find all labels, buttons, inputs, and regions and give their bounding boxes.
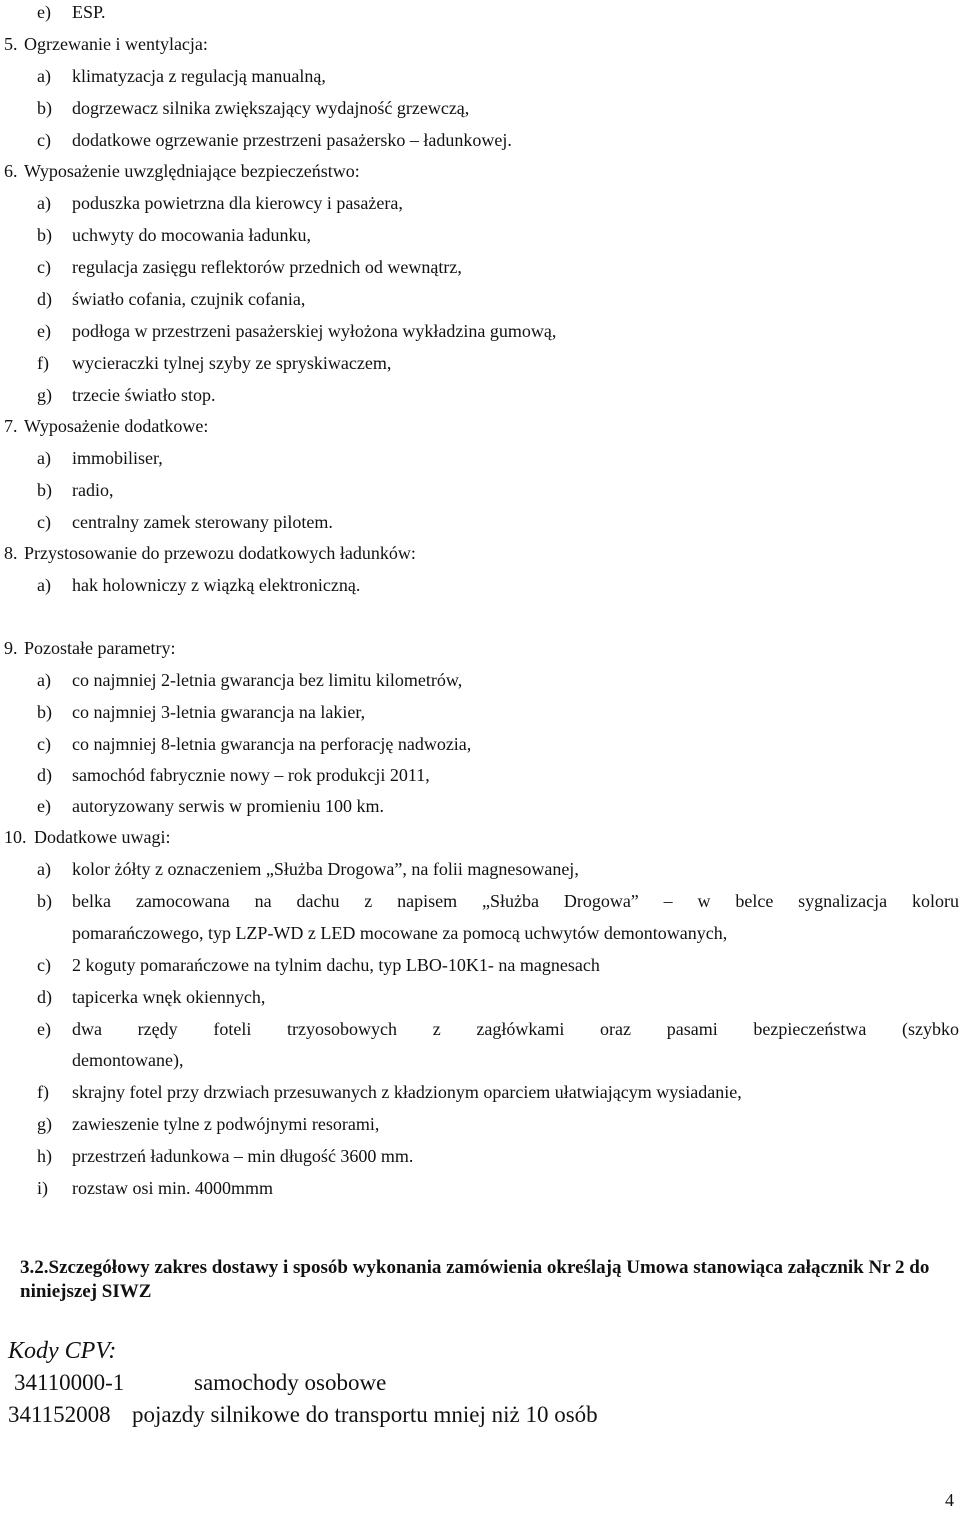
page-number: 4 (945, 1490, 954, 1510)
section-heading: 9. Pozostałe parametry: (4, 638, 176, 658)
list-item: d) samochód fabrycznie nowy – rok produkcji 2011, (37, 765, 430, 785)
section-heading: 6. Wyposażenie uwzględniające bezpieczeństwo: (4, 161, 360, 181)
section-heading: 8. Przystosowanie do przewozu dodatkowych ładunków: (4, 543, 416, 563)
cpv-code: 341152008 (8, 1402, 111, 1427)
list-item-text: belka zamocowana na dachu z napisem „Służba Drogowa” – w belce sygnalizacja koloru (72, 891, 959, 911)
list-item: a) co najmniej 2-letnia gwarancja bez limitu kilometrów, (37, 670, 463, 690)
section-heading: 10. Dodatkowe uwagi: (4, 827, 171, 847)
list-item: d) tapicerka wnęk okiennych, (37, 987, 266, 1007)
list-item: h) przestrzeń ładunkowa – min długość 3600 mm. (37, 1146, 414, 1166)
list-item: c) centralny zamek sterowany pilotem. (37, 512, 333, 532)
list-item-text: dwa rzędy foteli trzyosobowych z zagłówkami oraz pasami bezpieczeństwa (szybko (72, 1019, 959, 1039)
cpv-description: pojazdy silnikowe do transportu mniej niż 10 osób (132, 1402, 598, 1427)
list-item: b) dogrzewacz silnika zwiększający wydajność grzewczą, (37, 98, 470, 118)
list-item: a) kolor żółty z oznaczeniem „Służba Drogowa”, na folii magnesowanej, (37, 859, 579, 879)
list-item: e) podłoga w przestrzeni pasażerskiej wyłożona wykładzina gumową, (37, 321, 557, 341)
cpv-row (8, 1402, 598, 1428)
list-item: b) uchwyty do mocowania ładunku, (37, 225, 311, 245)
list-item: a) hak holowniczy z wiązką elektroniczną. (37, 575, 361, 595)
section-heading: 7. Wyposażenie dodatkowe: (4, 416, 209, 436)
list-item-text: skrajny fotel przy drzwiach przesuwanych z kładzionym oparciem ułatwiającym wysiadanie, (72, 1082, 742, 1102)
cpv-code: 34110000-1 (14, 1370, 125, 1395)
list-item: c) regulacja zasięgu reflektorów przednich od wewnątrz, (37, 257, 462, 277)
list-item-label: f) (37, 1082, 49, 1102)
section-heading: 5. Ogrzewanie i wentylacja: (4, 34, 208, 54)
list-item: d) światło cofania, czujnik cofania, (37, 289, 306, 309)
list-item: e) autoryzowany serwis w promieniu 100 km. (37, 796, 384, 816)
list-item: f) wycieraczki tylnej szyby ze spryskiwaczem, (37, 353, 392, 373)
cpv-description: samochody osobowe (194, 1370, 387, 1395)
list-item: e) ESP. (37, 2, 106, 22)
list-item: a) klimatyzacja z regulacją manualną, (37, 66, 326, 86)
list-item: a) poduszka powietrzna dla kierowcy i pasażera, (37, 193, 403, 213)
list-item: b) radio, (37, 480, 114, 500)
cpv-row (14, 1370, 386, 1396)
list-item: g) zawieszenie tylne z podwójnymi resorami, (37, 1114, 380, 1134)
bold-section: 3.2.Szczegółowy zakres dostawy i sposób wykonania zamówienia określają Umowa stanowiąca załącznik Nr 2 do niniejszej SIWZ (20, 1257, 930, 1302)
list-item: g) trzecie światło stop. (37, 385, 216, 405)
list-item-label: e) (37, 1019, 51, 1039)
list-item: i) rozstaw osi min. 4000mmm (37, 1178, 273, 1198)
list-item: c) dodatkowe ogrzewanie przestrzeni pasażersko – ładunkowej. (37, 130, 512, 150)
list-item: a) immobiliser, (37, 448, 163, 468)
list-item: c) co najmniej 8-letnia gwarancja na perforację nadwozia, (37, 734, 472, 754)
list-item: c) 2 koguty pomarańczowe na tylnim dachu, typ LBO-10K1- na magnesach (37, 955, 600, 975)
cpv-title: Kody CPV: (8, 1338, 117, 1364)
list-item-continuation: pomarańczowego, typ LZP-WD z LED mocowane za pomocą uchwytów demontowanych, (72, 923, 728, 943)
list-item: b) co najmniej 3-letnia gwarancja na lakier, (37, 702, 366, 722)
list-item-label: b) (37, 891, 52, 911)
list-item-continuation: demontowane), (72, 1050, 184, 1070)
